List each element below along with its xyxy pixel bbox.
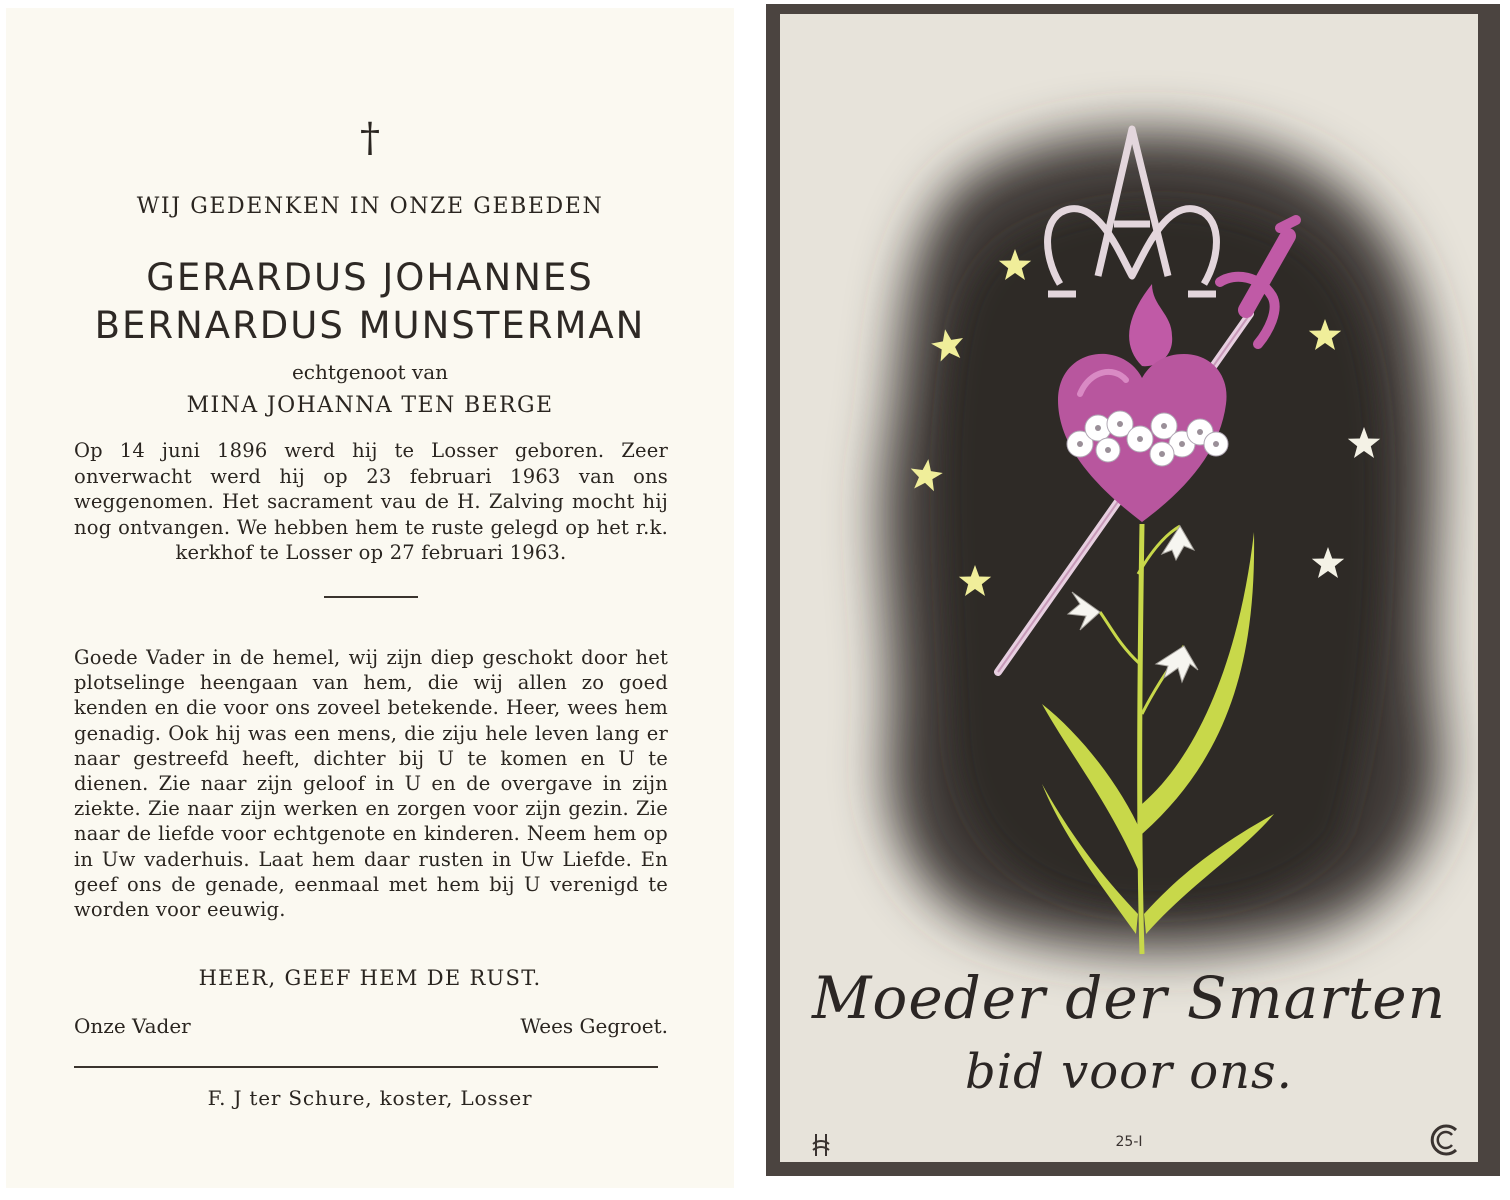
spouse-name: MINA JOHANNA TEN BERGE xyxy=(186,393,554,418)
biography-paragraph: Op 14 juni 1896 werd hij te Losser geboren. Zeer onverwacht werd hij op 23 februari 1963 van ons weggenomen. Het sacrament vau de H. Zalving mocht hij nog ontvangen. We hebben hem te ruste gelegd op het r.k. kerkhof te Losser op 27 februari 1963. xyxy=(74,439,668,564)
card-code: 25-I xyxy=(1115,1134,1143,1150)
publisher-logo-icon xyxy=(1428,1122,1464,1158)
spouse-intro: echtgenoot van xyxy=(291,360,449,384)
deceased-name-line-2: BERNARDUS MUNSTERMAN xyxy=(94,304,646,347)
caption-line-1: Moeder der Smarten xyxy=(812,964,1446,1032)
rest-line: HEER, GEEF HEM DE RUST. xyxy=(198,966,542,990)
devotional-picture-card xyxy=(766,4,1500,1176)
prayer-hail-mary: Wees Gegroet. xyxy=(520,1014,668,1038)
cross-icon: † xyxy=(360,115,380,161)
printer-credit: F. J ter Schure, koster, Losser xyxy=(207,1086,533,1110)
prayer-paragraph: Goede Vader in de hemel, wij zijn diep geschokt door het plotselinge heengaan van hem, die wij allen zo goed kenden en die voor ons zoveel betekende. Heer, wees hem genadig. Ook hij was een mens, die ziju hele leven lang er naar gestreefd heeft, dichter bij U te komen en U te dienen. Zie naar zijn geloof in U en de overgave in zijn ziekte. Zie naar zijn werken en zorgen voor zijn gezin. Zie naar de liefde voor echtgenote en kinderen. Neem hem op in Uw vaderhuis. Laat hem daar rusten in Uw Liefde. En geef ons de genade, eenmaal met hem bij U verenigd te worden voor eeuwig. xyxy=(74,646,668,922)
short-divider xyxy=(324,596,418,598)
caption-line-2: bid voor ons. xyxy=(965,1044,1293,1100)
prayer-our-father: Onze Vader xyxy=(74,1014,191,1038)
memorial-text-card xyxy=(6,8,734,1188)
deceased-name-line-1: GERARDUS JOHANNES xyxy=(146,256,594,299)
long-divider xyxy=(74,1066,658,1068)
memorial-heading: WIJ GEDENKEN IN ONZE GEBEDEN xyxy=(136,194,604,219)
picture-paper xyxy=(780,14,1478,1162)
